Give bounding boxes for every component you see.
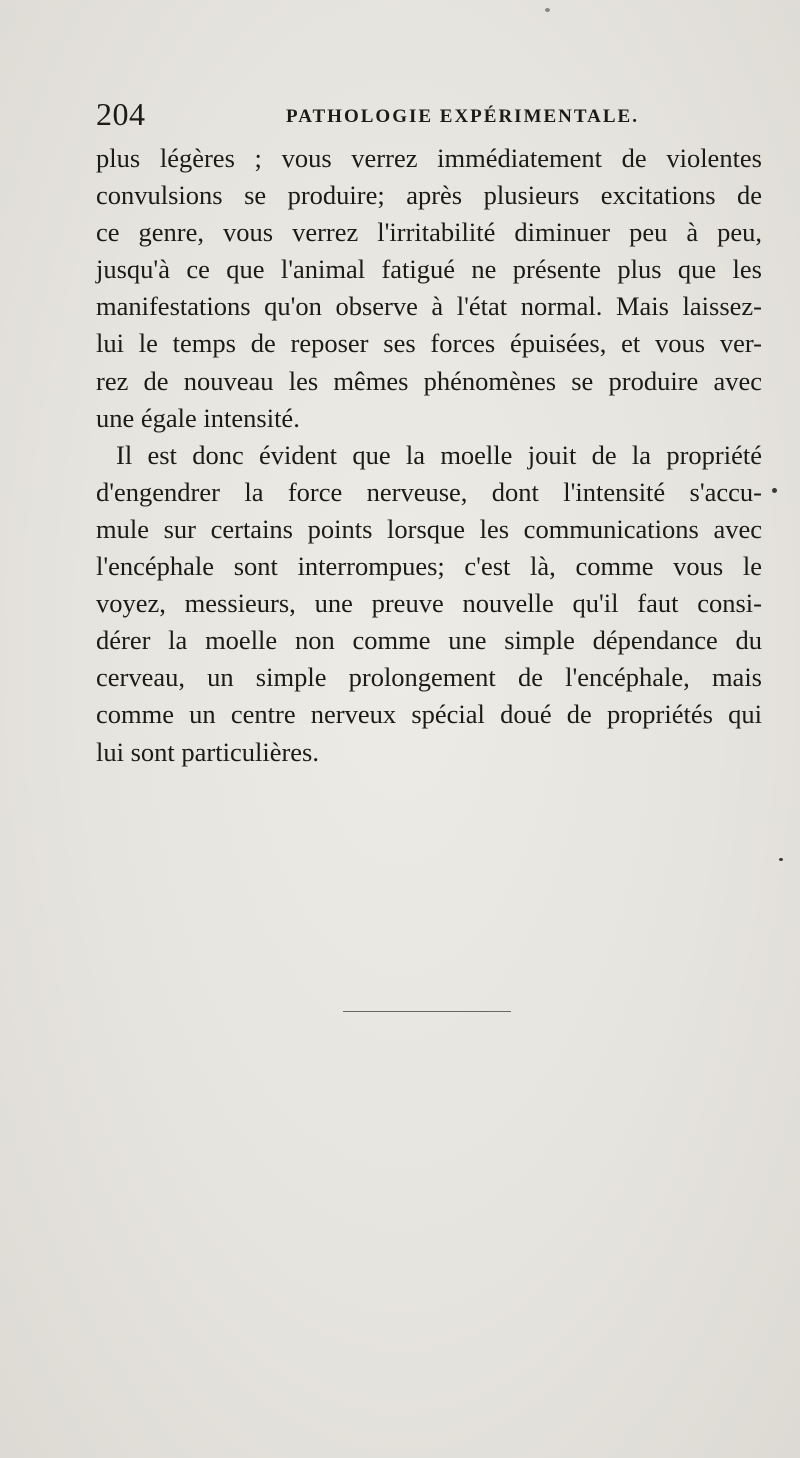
text-line: convulsions se produire; après plusieurs excitations de <box>96 180 762 211</box>
running-title: PATHOLOGIE EXPÉRIMENTALE. <box>286 106 639 127</box>
text-line: voyez, messieurs, une preuve nouvelle qu'il faut consi- <box>96 588 762 619</box>
ink-speck <box>772 488 777 493</box>
paragraph-1 <box>96 140 762 437</box>
text-line: jusqu'à ce que l'animal fatigué ne présente plus que les <box>96 254 762 285</box>
text-line: rez de nouveau les mêmes phénomènes se produire avec <box>96 365 762 396</box>
ink-speck <box>779 858 783 861</box>
text-line: mule sur certains points lorsque les communications avec <box>96 513 762 544</box>
section-end-rule <box>343 1011 511 1012</box>
ink-speck <box>545 8 550 12</box>
text-line: Il est donc évident que la moelle jouit de la propriété <box>116 439 762 470</box>
text-line: l'encéphale sont interrompues; c'est là, comme vous le <box>96 551 762 582</box>
text-line: cerveau, un simple prolongement de l'encéphale, mais <box>96 662 762 693</box>
text-line: comme un centre nerveux spécial doué de propriétés qui <box>96 699 762 730</box>
text-line: lui sont particulières. <box>96 736 319 767</box>
text-line: plus légères ; vous verrez immédiatement de violentes <box>96 143 762 173</box>
page-number: 204 <box>96 96 146 132</box>
body-text <box>96 140 762 771</box>
page-header <box>96 96 756 132</box>
text-line: une égale intensité. <box>96 402 300 433</box>
text-line: lui le temps de reposer ses forces épuisées, et vous ver- <box>96 328 762 359</box>
paragraph-2 <box>96 437 762 771</box>
text-line: ce genre, vous verrez l'irritabilité diminuer peu à peu, <box>96 217 762 248</box>
text-line: d'engendrer la force nerveuse, dont l'intensité s'accu- <box>96 476 762 507</box>
text-line: manifestations qu'on observe à l'état normal. Mais laissez- <box>96 291 762 322</box>
text-line: dérer la moelle non comme une simple dépendance du <box>96 625 762 656</box>
